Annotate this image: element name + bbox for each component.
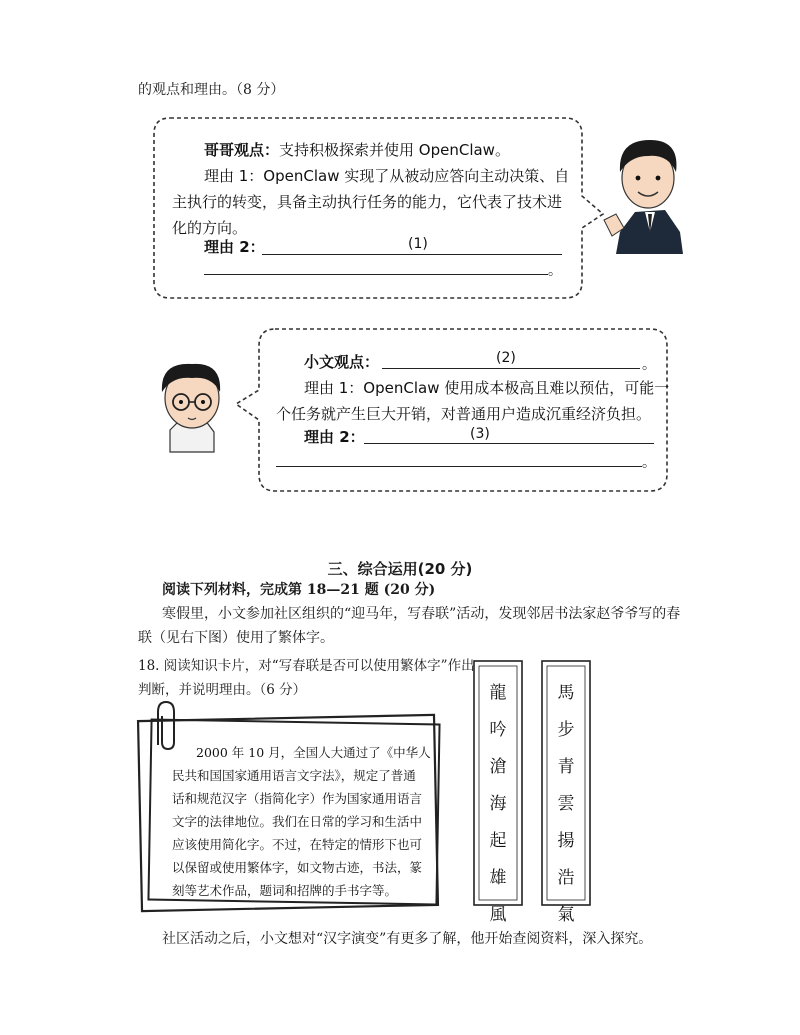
card-line-3: 话和规范汉字（指简化字）作为国家通用语言 (172, 791, 423, 806)
brother-reason2-blank[interactable] (262, 254, 562, 255)
xiaowen-view-end-mark: 。 (642, 357, 656, 373)
xiaowen-view-blank[interactable] (382, 368, 640, 369)
couplet-right-text (547, 675, 585, 934)
section-para-line1: 寒假里，小文参加社区组织的“迎马年，写春联”活动，发现邻居书法家赵爷爷写的春 (162, 606, 681, 622)
couplet-right-char: 浩 (557, 868, 575, 888)
card-line-1: 2000 年 10 月，全国人大通过了《中华人 (196, 745, 431, 760)
blank-mark-2: (2) (496, 350, 516, 366)
brother-reason2-blank-line2[interactable] (204, 274, 548, 275)
couplet-right-char: 雲 (557, 794, 575, 814)
xiaowen-reason2-blank[interactable] (364, 443, 654, 444)
bottom-paragraph: 社区活动之后，小文想对“汉字演变”有更多了解，他开始查阅资料，深入探究。 (162, 931, 653, 947)
couplet-left-char: 滄 (489, 757, 507, 777)
couplet-left-text (479, 675, 517, 934)
xiaowen-character-icon (162, 364, 220, 452)
couplet-left-char: 風 (489, 905, 507, 925)
xiaowen-end-mark: 。 (642, 455, 656, 471)
section-instruction: 阅读下列材料，完成第 18—21 题 (20 分) (162, 582, 436, 598)
couplet-right-char: 步 (557, 720, 575, 740)
brother-end-mark: 。 (548, 263, 562, 279)
brother-view-label: 哥哥观点： (204, 141, 280, 159)
brother-character-icon (604, 140, 683, 254)
section-title: 三、综合运用(20 分) (327, 560, 473, 578)
xiaowen-reason1-line2: 个任务就产生巨大开销，对普通用户造成沉重经济负担。 (276, 405, 652, 423)
couplet-right-char: 馬 (557, 683, 575, 703)
brother-reason2-label: 理由 2： (204, 238, 265, 256)
card-line-2: 民共和国国家通用语言文字法》，规定了普通 (172, 768, 416, 783)
xiaowen-reason1-line1: 理由 1：OpenClaw 使用成本极高且难以预估，可能一 (304, 379, 670, 397)
intro-line: 的观点和理由。（8 分） (138, 82, 285, 98)
blank-mark-3: (3) (470, 426, 490, 442)
section-para-line2: 联（见右下图）使用了繁体字。 (138, 630, 334, 646)
brother-view (204, 137, 584, 163)
card-line-4: 文字的法律地位。我们在日常的学习和生活中 (172, 814, 423, 829)
question-18-line1: 18. 阅读知识卡片，对“写春联是否可以使用繁体字”作出 (138, 658, 475, 674)
brother-reason1-line3: 化的方向。 (172, 219, 248, 237)
brother-reason1-line1: 理由 1：OpenClaw 实现了从被动应答向主动决策、自 (204, 167, 570, 185)
xiaowen-view-label: 小文观点： (304, 353, 380, 371)
card-line-5: 应该使用简化字。不过，在特定的情形下也可 (172, 837, 423, 852)
couplet-left-char: 海 (489, 794, 507, 814)
card-line-6: 以保留或使用繁体字，如文物古迹，书法，篆 (172, 860, 423, 875)
couplet-right-char: 揚 (557, 831, 575, 851)
brother-reason1-line2: 主执行的转变，具备主动执行任务的能力，它代表了技术进 (172, 193, 563, 211)
blank-mark-1: (1) (408, 236, 428, 252)
question-18-line2: 判断，并说明理由。（6 分） (138, 682, 307, 698)
couplet-left-char: 龍 (489, 683, 507, 703)
couplet-right-char: 氣 (557, 905, 575, 925)
couplet-left-char: 雄 (489, 868, 507, 888)
paper-clip-icon (158, 702, 174, 749)
xiaowen-reason2-label: 理由 2： (304, 428, 365, 446)
couplet-left-char: 吟 (489, 720, 507, 740)
couplet-left-char: 起 (489, 831, 507, 851)
card-line-7: 刻等艺术作品，题词和招牌的手书字等。 (172, 883, 398, 898)
xiaowen-reason2-blank-line2[interactable] (276, 466, 642, 467)
couplet-right-char: 青 (557, 757, 575, 777)
brother-view-text: 支持积极探索并使用 OpenClaw。 (279, 141, 510, 159)
